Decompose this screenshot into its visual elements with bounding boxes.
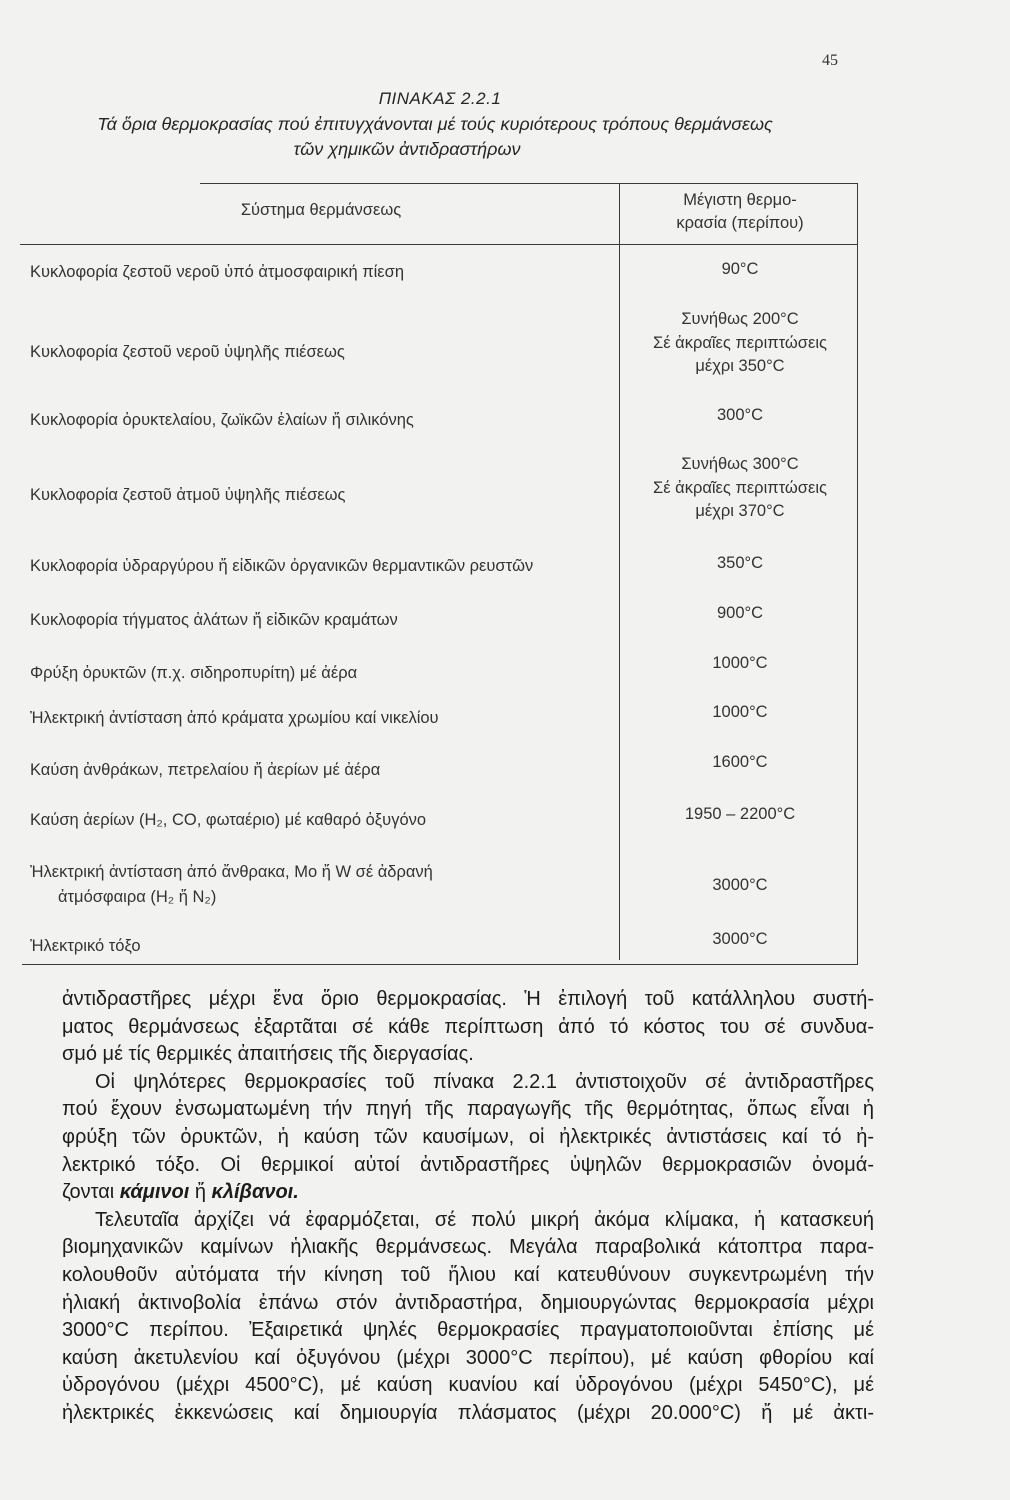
table-row-system [30, 809, 426, 831]
header-heating-system: Σύστημα θερμάνσεως [240, 201, 402, 219]
table-bottom-border [22, 964, 858, 965]
text-line: Οἱ ψηλότερες θερμοκρασίες τοῦ πίνακα 2.2.1 ἀντιστοιχοῦν σέ ἀντιδραστῆρες [95, 1070, 874, 1093]
cell-line: Φρύξη ὀρυκτῶν (π.χ. σιδηροπυρίτη) μέ ἀέρα [30, 664, 358, 682]
cell-line: Κυκλοφορία ζεστοῦ ἀτμοῦ ὑψηλῆς πιέσεως [30, 486, 346, 504]
text-line: καύση ἀκετυλενίου καί ὀξυγόνου (μέχρι 3000°C περίπου), μέ καύση φθορίου καί [62, 1346, 874, 1369]
cell-line: Καύση ἀνθράκων, πετρελαίου ἤ ἀερίων μέ ἀέρα [30, 761, 381, 779]
table-caption-line: Τά ὅρια θερμοκρασίας πού ἐπιτυγχάνονται μέ τούς κυριότερους τρόπους θερμάνσεως [97, 114, 773, 134]
table-column-divider [619, 183, 620, 960]
cell-line: 90°C [721, 260, 759, 278]
table-row-system [30, 935, 141, 957]
table-row-system [30, 759, 380, 781]
table-row-system [30, 341, 345, 363]
table-row-system [30, 662, 357, 684]
text-line: ματος θερμάνσεως ἐξαρτᾶται σέ κάθε περίπτωση ἀπό τό κόστος του σέ συνδυα- [62, 1015, 874, 1038]
table-row-temp [622, 602, 858, 626]
table-row-system [30, 261, 404, 283]
cell-line: 350°C [716, 554, 764, 572]
cell-line: Κυκλοφορία ὑδραργύρου ἤ εἰδικῶν ὀργανικῶν θερμαντικῶν ρευστῶν [30, 557, 534, 575]
table-row-temp [622, 751, 858, 775]
cell-line: μέχρι 350°C [695, 357, 785, 375]
emphasized-term: κλίβανοι. [211, 1181, 299, 1204]
cell-line: Ἠλεκτρικό τόξο [30, 937, 141, 955]
cell-line: Καύση ἀερίων (H₂, CO, φωταέριο) μέ καθαρό ὀξυγόνο [30, 811, 427, 829]
table-row-temp [622, 552, 858, 576]
table-row-temp [622, 928, 858, 952]
cell-line: Σέ ἀκραῖες περιπτώσεις [653, 333, 827, 352]
table-row-system [30, 860, 433, 910]
cell-line: 3000°C [712, 930, 768, 948]
header-line: Μέγιστη θερμο- [683, 191, 797, 209]
cell-line: 300°C [716, 406, 764, 424]
table-row-system [30, 609, 398, 631]
table-row-temp [622, 453, 858, 524]
cell-line: ἀτμόσφαιρα (H₂ ἤ N₂) [58, 888, 217, 906]
cell-line: Συνήθως 200°C [681, 310, 799, 328]
table-row-temp [622, 803, 858, 827]
cell-line: Ἠλεκτρική ἀντίσταση ἀπό ἄνθρακα, Mo ἤ W σέ ἀδρανή [30, 863, 433, 881]
cell-line: Ἠλεκτρική ἀντίσταση ἀπό κράματα χρωμίου καί νικελίου [30, 709, 439, 727]
table-row-temp [622, 701, 858, 725]
table-row-temp [622, 652, 858, 676]
table-row-system [30, 707, 439, 729]
text-line: 3000°C περίπου. Ἐξαιρετικά ψηλές θερμοκρασίες πραγματοποιοῦνται ἐπίσης μέ [62, 1319, 874, 1342]
cell-line: μέχρι 370°C [695, 502, 785, 520]
text-line: ὑδρογόνου (μέχρι 4500°C), μέ καύση κυανίου καί ὑδρογόνου (μέχρι 5450°C), μέ [62, 1374, 874, 1397]
table-top-border [200, 183, 858, 184]
table-row-temp [622, 308, 858, 379]
cell-line: 3000°C [712, 876, 768, 894]
text-line [62, 1179, 874, 1207]
table-row-temp [622, 404, 858, 428]
text-line: βιομηχανικῶν καμίνων ἡλιακῆς θερμάνσεως. Μεγάλα παραβολικά κάτοπτρα παρα- [62, 1236, 874, 1259]
table-row-system [30, 409, 414, 431]
table-row-system [30, 555, 533, 577]
cell-line: 900°C [716, 604, 764, 622]
page-number: 45 [822, 52, 838, 69]
text-line: ἠλεκτρικές ἐκκενώσεις καί δημιουργία πλάσματος (μέχρι 20.000°C) ἤ μέ ἀκτι- [62, 1401, 874, 1424]
text-line: ἡλιακή ἀκτινοβολία ἐπάνω στόν ἀντιδραστήρα, δημιουργώντας θερμοκρασία μέχρι [62, 1291, 874, 1314]
header-max-temperature [622, 189, 858, 235]
text-line: λεκτρικό τόξο. Οἱ θερμικοί αὐτοί ἀντιδραστῆρες ὑψηλῶν θερμοκρασιῶν ὀνομά- [62, 1153, 874, 1176]
cell-line: 1000°C [712, 703, 768, 721]
cell-line: 1000°C [712, 654, 768, 672]
cell-line: Σέ ἀκραῖες περιπτώσεις [653, 478, 827, 497]
text-line: κολουθοῦν αὐτόματα τήν κίνηση τοῦ ἥλιου καί κατευθύνουν συγκεντρωμένη τήν [62, 1263, 874, 1286]
table-row-system [30, 484, 345, 506]
emphasized-term: κάμινοι [119, 1181, 190, 1204]
text-line: Τελευταῖα ἀρχίζει νά ἐφαρμόζεται, σέ πολύ μικρή ἀκόμα κλίμακα, ἡ κατασκευή [95, 1208, 874, 1231]
text-segment: ἤ [189, 1181, 212, 1204]
text-line: ἀντιδραστῆρες μέχρι ἕνα ὅριο θερμοκρασίας. Ἡ ἐπιλογή τοῦ κατάλληλου συστή- [62, 988, 874, 1010]
table-label: ΠΙΝΑΚΑΣ 2.2.1 [378, 89, 502, 108]
table-row-temp [622, 258, 858, 282]
text-line: σμό μέ τίς θερμικές ἀπαιτήσεις τῆς διεργασίας. [62, 1043, 474, 1066]
body-text [62, 986, 874, 1428]
text-line: φρύξη τῶν ὀρυκτῶν, ἡ καύση τῶν καυσίμων, οἱ ἠλεκτρικές ἀντιστάσεις καί τό ἠ- [62, 1125, 874, 1148]
cell-line: Κυκλοφορία τήγματος ἀλάτων ἤ εἰδικῶν κραμάτων [30, 611, 398, 629]
header-line: κρασία (περίπου) [676, 214, 804, 232]
text-line: πού ἔχουν ἐνσωματωμένη τήν πηγή τῆς παραγωγῆς τῆς θερμότητας, ὅπως εἶναι ἡ [62, 1098, 874, 1121]
cell-line: Συνήθως 300°C [681, 455, 799, 473]
table-row-temp [622, 874, 858, 898]
table-header-divider [20, 244, 858, 245]
table-caption-line: τῶν χημικῶν ἀντιδραστήρων [293, 139, 521, 159]
cell-line: Κυκλοφορία ζεστοῦ νεροῦ ὑψηλῆς πιέσεως [30, 343, 345, 361]
text-segment: ζονται [62, 1181, 120, 1204]
cell-line: 1600°C [712, 753, 768, 771]
cell-line: 1950 – 2200°C [684, 805, 796, 823]
cell-line: Κυκλοφορία ὀρυκτελαίου, ζωϊκῶν ἐλαίων ἤ σιλικόνης [30, 411, 414, 429]
cell-line: Κυκλοφορία ζεστοῦ νεροῦ ὑπό ἀτμοσφαιρική πίεση [30, 263, 404, 281]
